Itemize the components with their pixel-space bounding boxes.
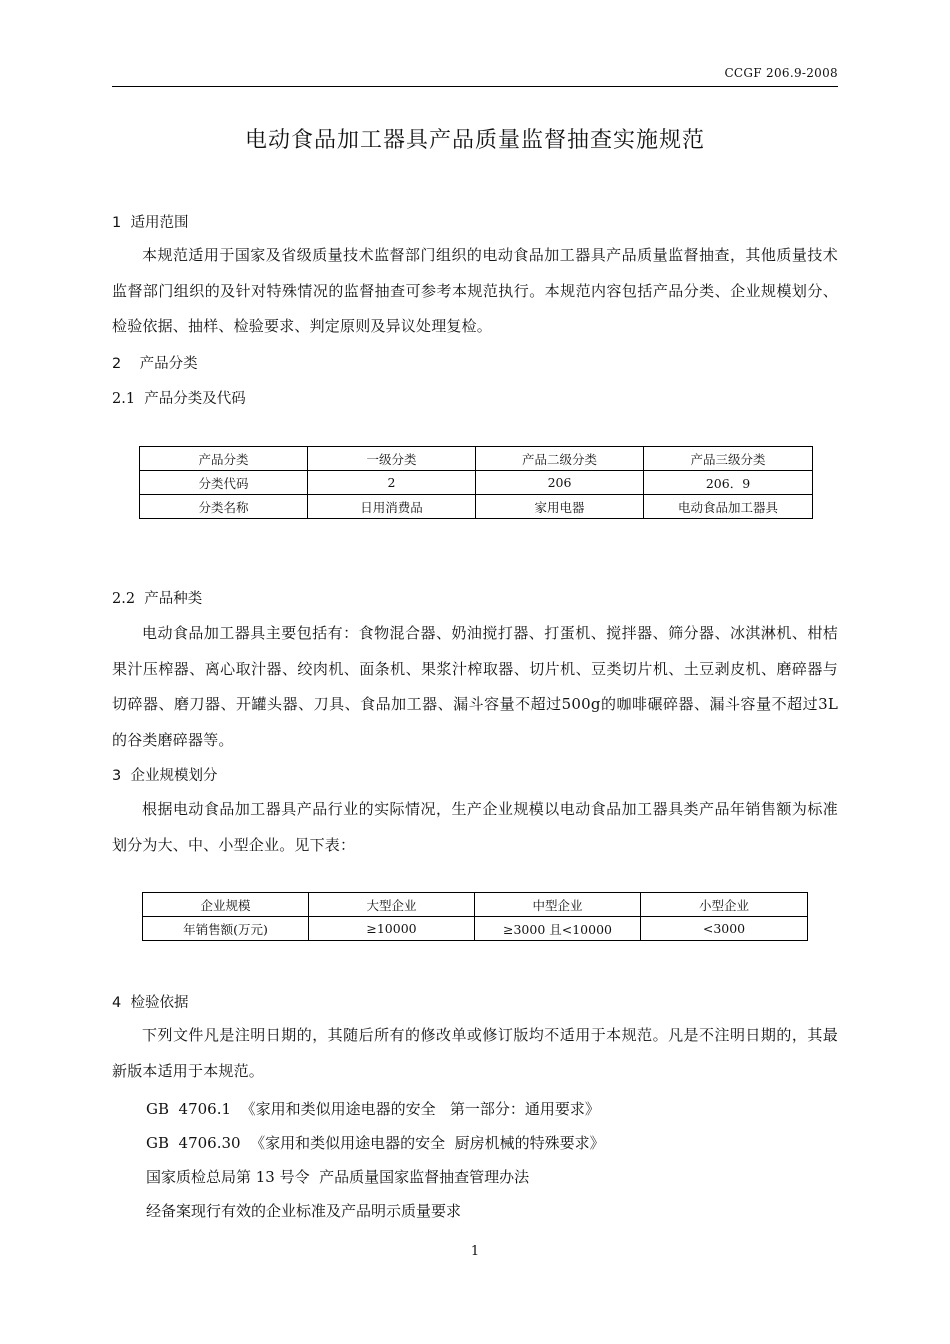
table-cell: 家用电器 xyxy=(476,495,644,519)
table-row xyxy=(140,495,813,519)
section-1-body: 本规范适用于国家及省级质量技术监督部门组织的电动食品加工器具产品质量监督抽查，其他质量技术监督部门组织的及针对特殊情况的监督抽查可参考本规范执行。本规范内容包括产品分类、企业规模划分、检验依据、抽样、检验要求、判定原则及异议处理复检。 xyxy=(112,246,838,335)
section-4-heading: 4 检验依据 xyxy=(112,995,189,1011)
table-cell: 电动食品加工器具 xyxy=(644,495,813,519)
table-row xyxy=(140,471,813,495)
table-cell: 分类名称 xyxy=(140,495,308,519)
table-cell: 日用消费品 xyxy=(308,495,476,519)
reference-item: 国家质检总局第 13 号令 产品质量国家监督抽查管理办法 xyxy=(146,1168,530,1186)
reference-item: GB 4706.1 《家用和类似用途电器的安全 第一部分：通用要求》 xyxy=(146,1100,600,1118)
header-rule xyxy=(112,86,838,87)
table-cell: 2 xyxy=(308,471,476,495)
table-cell: 中型企业 xyxy=(475,893,641,917)
table-row xyxy=(143,917,808,941)
table-row xyxy=(140,447,813,471)
table-cell: 年销售额(万元) xyxy=(143,917,309,941)
section-2-heading: 2 产品分类 xyxy=(112,356,198,372)
section-3-body: 根据电动食品加工器具产品行业的实际情况，生产企业规模以电动食品加工器具类产品年销售额为标准划分为大、中、小型企业。见下表： xyxy=(112,800,838,854)
enterprise-scale-table xyxy=(142,892,808,941)
table-cell: 企业规模 xyxy=(143,893,309,917)
section-3-heading: 3 企业规模划分 xyxy=(112,768,218,784)
page-number: 1 xyxy=(470,1244,480,1259)
classification-table xyxy=(139,446,813,519)
reference-item: 经备案现行有效的企业标准及产品明示质量要求 xyxy=(146,1202,462,1220)
table-cell: ≥10000 xyxy=(309,917,475,941)
table-cell: 小型企业 xyxy=(641,893,808,917)
table-cell: 产品分类 xyxy=(140,447,308,471)
document-code: CCGF 206.9-2008 xyxy=(724,66,838,80)
table-cell: 206．9 xyxy=(644,471,813,495)
document-title: 电动食品加工器具产品质量监督抽查实施规范 xyxy=(244,128,705,153)
table-cell: 一级分类 xyxy=(308,447,476,471)
section-1-heading: 1 适用范围 xyxy=(112,215,189,231)
table-cell: 大型企业 xyxy=(309,893,475,917)
table-cell: 产品三级分类 xyxy=(644,447,813,471)
section-2-1-heading: 2.1 产品分类及代码 xyxy=(112,391,246,407)
table-cell: 产品二级分类 xyxy=(476,447,644,471)
table-cell: <3000 xyxy=(641,917,808,941)
table-cell: ≥3000 且<10000 xyxy=(475,917,641,941)
section-4-body: 下列文件凡是注明日期的，其随后所有的修改单或修订版均不适用于本规范。凡是不注明日期的，其最新版本适用于本规范。 xyxy=(112,1026,838,1080)
table-cell: 分类代码 xyxy=(140,471,308,495)
table-cell: 206 xyxy=(476,471,644,495)
section-2-2-heading: 2.2 产品种类 xyxy=(112,591,203,607)
table-row xyxy=(143,893,808,917)
reference-item: GB 4706.30 《家用和类似用途电器的安全 厨房机械的特殊要求》 xyxy=(146,1134,605,1152)
section-2-2-body: 电动食品加工器具主要包括有：食物混合器、奶油搅打器、打蛋机、搅拌器、筛分器、冰淇淋机、柑桔果汁压榨器、离心取汁器、绞肉机、面条机、果浆汁榨取器、切片机、豆类切片机、土豆剥皮机、磨碎器与切碎器、磨刀器、开罐头器、刀具、食品加工器、漏斗容量不超过500g的咖啡碾碎器、漏斗容量不超过3L的谷类磨碎器等。 xyxy=(112,624,838,749)
